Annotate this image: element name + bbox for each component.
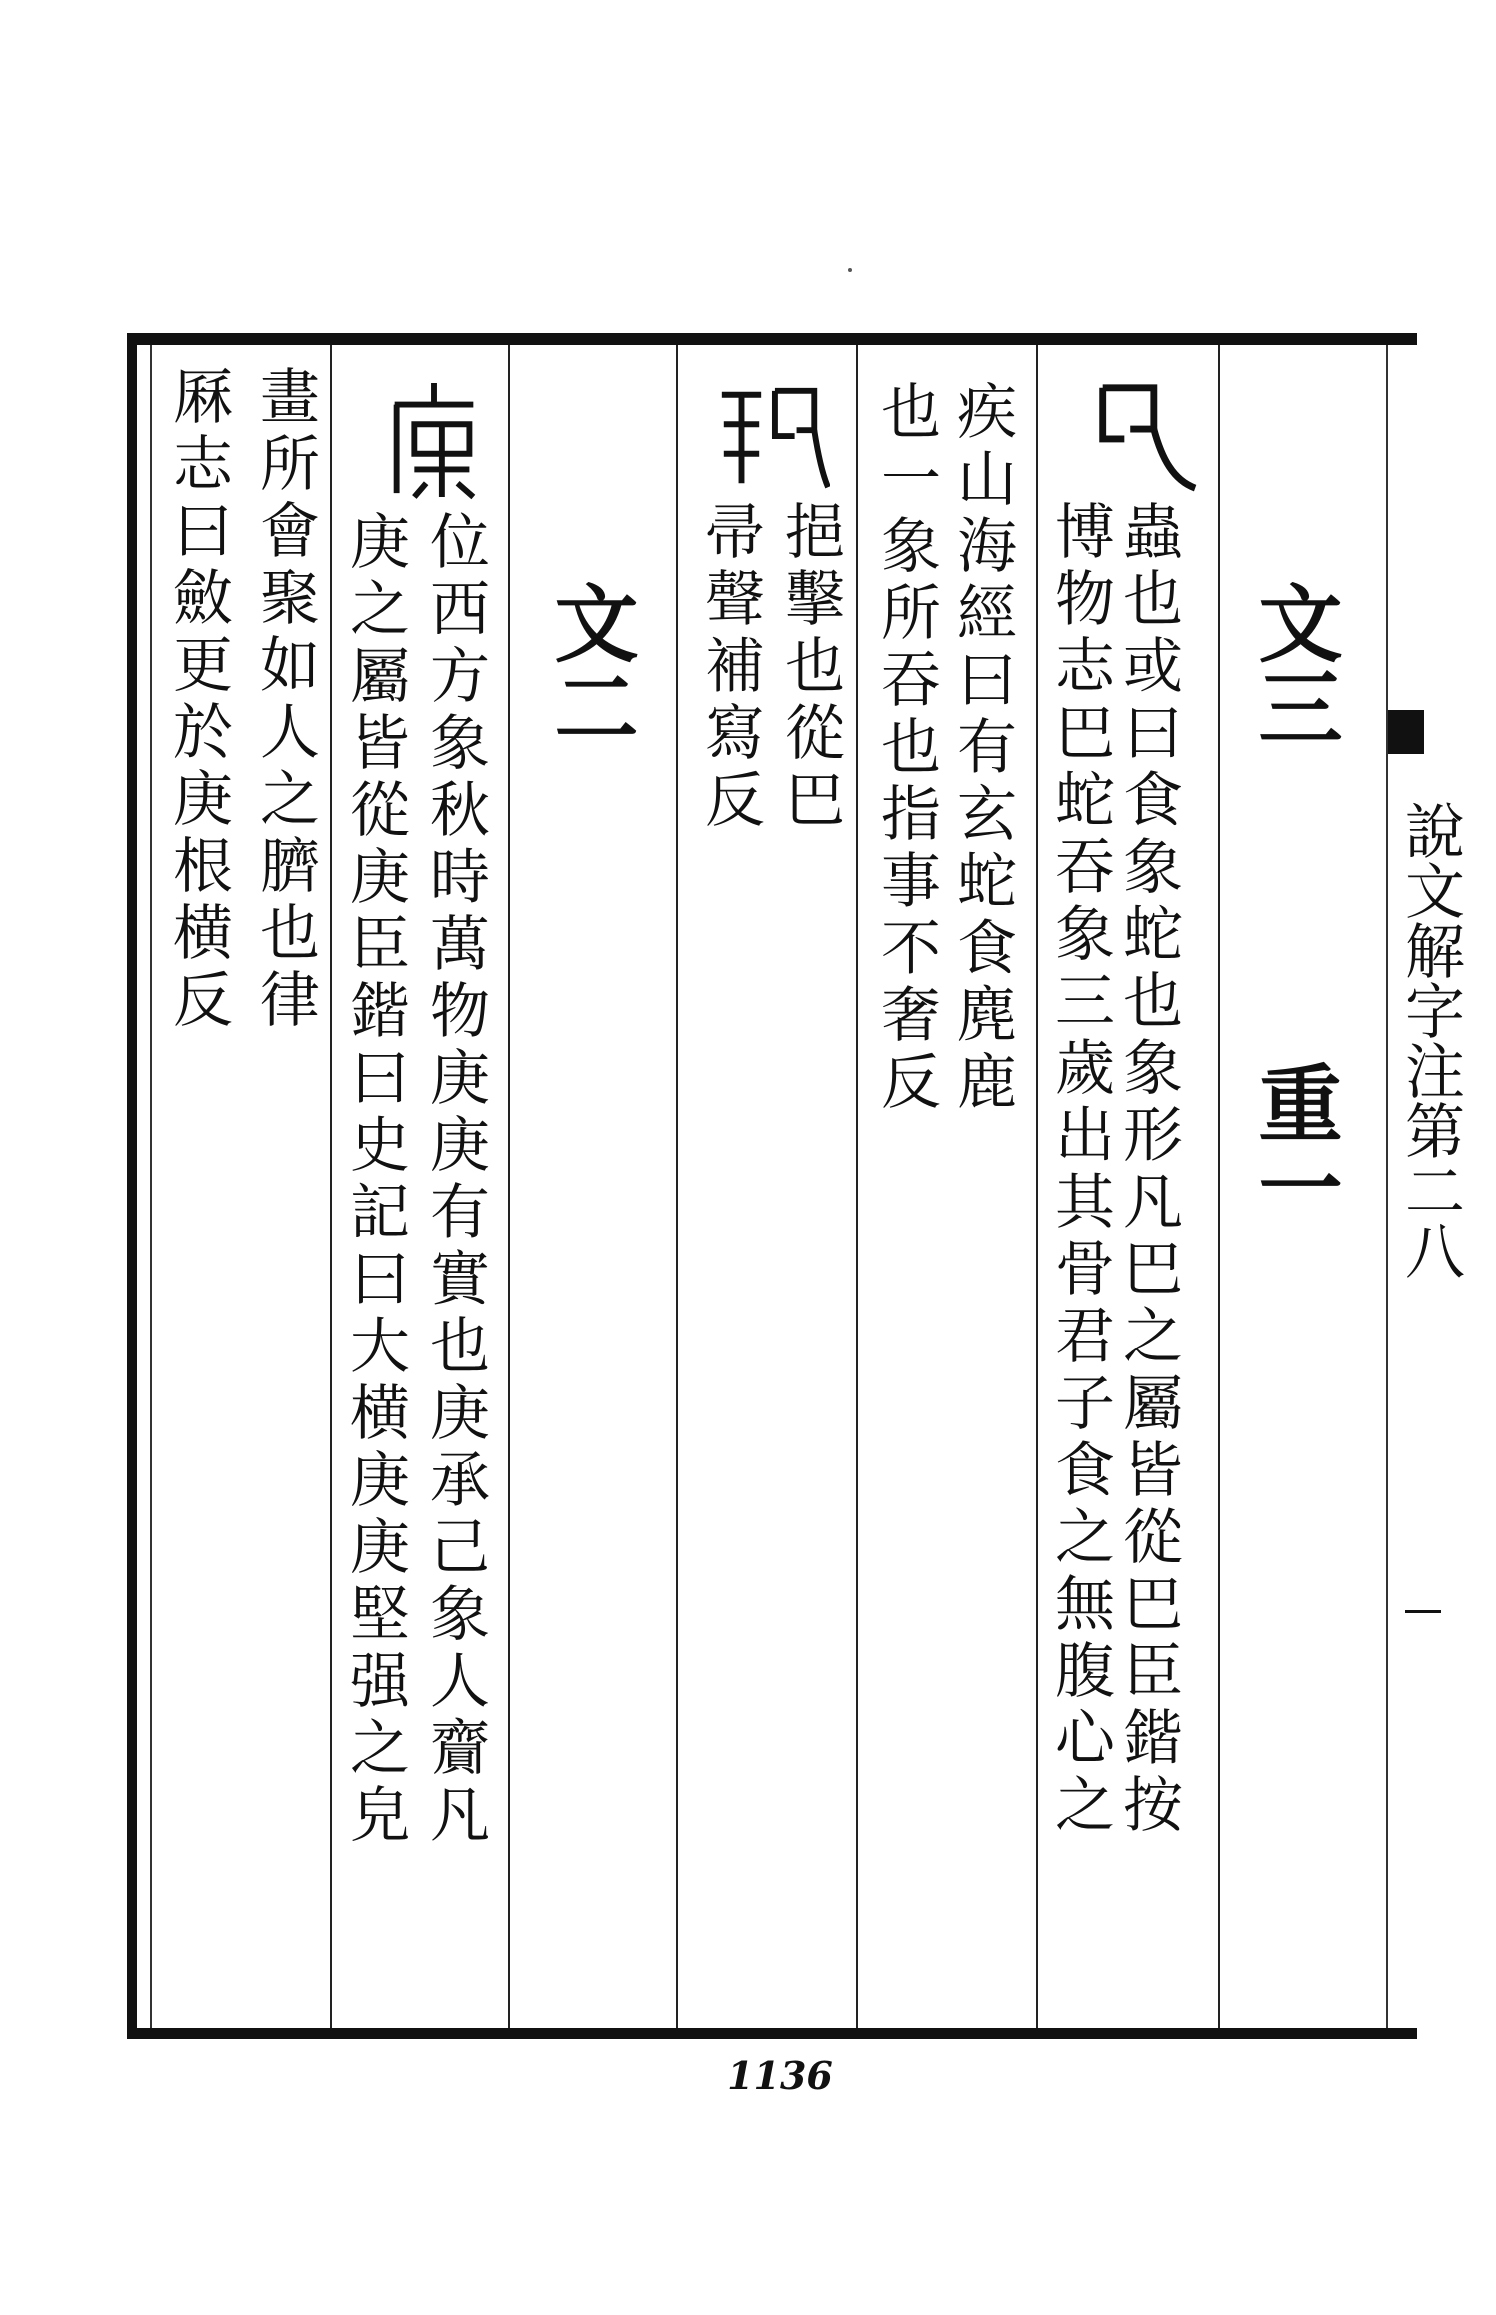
column-rule [1036, 345, 1038, 2028]
annotation-text: 也一象所吞也指事不奢反 [871, 380, 941, 1117]
annotation-text: 庚之屬皆從庚臣鍇曰史記曰大横庚庚堅强之皃 [340, 510, 410, 1850]
margin-fishtail-mark [1388, 710, 1424, 754]
annotation-text: 厤志曰斂更於庚根横反 [163, 365, 233, 1035]
section-count-heading: 文二 [541, 580, 640, 748]
seal-glyph-geng [375, 375, 493, 503]
column-rule [1218, 345, 1220, 2028]
frame-bottom-border [127, 2028, 1417, 2039]
frame-top-border [127, 333, 1417, 345]
annotation-text: 疾山海經曰有玄蛇食麂鹿 [947, 380, 1017, 1117]
column-rule [508, 345, 510, 2028]
margin-tick-mark [1405, 1610, 1441, 1613]
annotation-text: 畫所會聚如人之臍也律 [250, 365, 320, 1035]
section-variant-count: 重一 [1245, 1060, 1344, 1228]
entry-main-text: 位西方象秋時萬物庚庚有實也庚承己象人齎凡 [420, 510, 490, 1850]
frame-right-rule [1386, 345, 1388, 2028]
frame-left-border [127, 333, 137, 2039]
annotation-text: 博物志巴蛇吞象三歲出其骨君子食之無腹心之 [1045, 500, 1115, 1840]
frame-inner-left-rule [150, 345, 152, 2028]
annotation-text: 帚聲補寫反 [695, 500, 765, 835]
column-rule [856, 345, 858, 2028]
entry-main-text: 挹擊也從巴 [775, 500, 845, 835]
column-rule [330, 345, 332, 2028]
stray-dot [848, 268, 852, 272]
page-number: 1136 [727, 2053, 833, 2098]
section-count-heading: 文三 [1245, 580, 1344, 748]
seal-glyph-ba [1085, 370, 1203, 498]
seal-glyph-pa [712, 375, 830, 503]
entry-main-text: 蟲也或曰食象蛇也象形凡巴之屬皆從巴臣鍇按 [1113, 500, 1183, 1840]
column-rule [676, 345, 678, 2028]
margin-book-title: 說文解字注第二八 [1395, 800, 1465, 1280]
